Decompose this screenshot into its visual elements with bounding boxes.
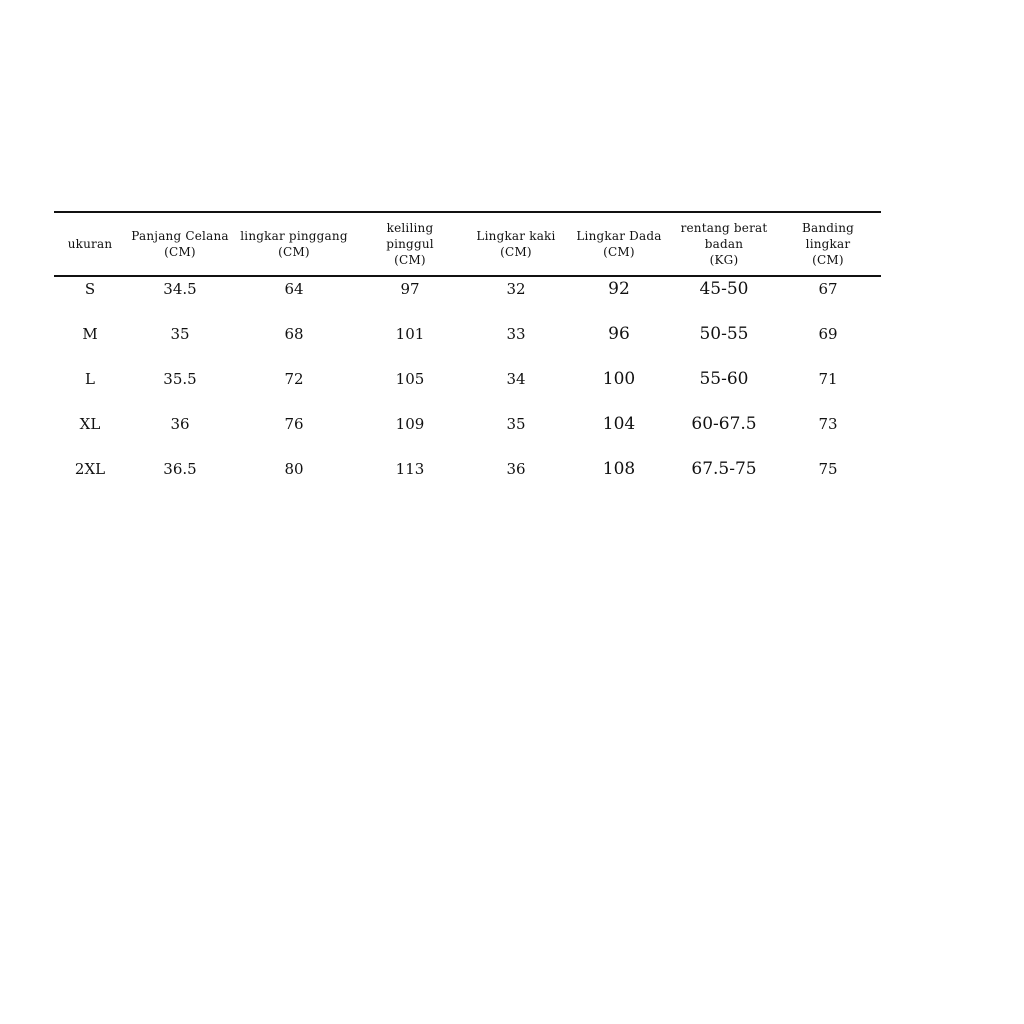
header-chest-line: Lingkar Dada bbox=[576, 229, 662, 243]
header-hip-line: (CM) bbox=[394, 253, 426, 267]
cell-chest: 104 bbox=[602, 414, 636, 434]
cell-waist: 80 bbox=[284, 460, 304, 478]
header-waist-line: lingkar pinggang bbox=[240, 229, 348, 243]
cell-waist: 68 bbox=[284, 325, 304, 343]
header-weight-range-line: badan bbox=[704, 237, 744, 251]
header-pants-length bbox=[131, 228, 228, 260]
header-pants-length-line: Panjang Celana bbox=[131, 229, 229, 243]
cell-chest: 96 bbox=[608, 324, 630, 344]
cell-waist: 76 bbox=[284, 415, 304, 433]
cell-size: 2XL bbox=[74, 460, 106, 478]
cell-band: 67 bbox=[818, 280, 838, 298]
header-hip bbox=[386, 220, 434, 268]
cell-weight-range: 60-67.5 bbox=[691, 414, 757, 434]
header-weight-range-line: (KG) bbox=[709, 253, 739, 267]
cell-weight-range: 67.5-75 bbox=[691, 459, 757, 479]
cell-hip: 101 bbox=[395, 325, 425, 343]
cell-chest: 100 bbox=[602, 369, 636, 389]
cell-band: 75 bbox=[818, 460, 838, 478]
header-chest-line: (CM) bbox=[603, 245, 635, 259]
header-hip-line: keliling bbox=[386, 221, 434, 235]
cell-size: S bbox=[84, 280, 96, 298]
cell-weight-range: 45-50 bbox=[699, 279, 749, 299]
cell-hip: 97 bbox=[400, 280, 420, 298]
cell-waist: 72 bbox=[284, 370, 304, 388]
header-size-line: ukuran bbox=[67, 237, 113, 251]
header-hip-line: pinggul bbox=[386, 237, 434, 251]
header-leg-opening-line: (CM) bbox=[500, 245, 532, 259]
cell-band: 71 bbox=[818, 370, 838, 388]
header-weight-range bbox=[681, 220, 768, 268]
header-band bbox=[802, 220, 854, 268]
cell-chest: 108 bbox=[602, 459, 636, 479]
cell-band: 73 bbox=[818, 415, 838, 433]
cell-hip: 113 bbox=[395, 460, 425, 478]
cell-size: L bbox=[85, 370, 95, 388]
header-waist-line: (CM) bbox=[278, 245, 310, 259]
cell-pants-length: 36.5 bbox=[163, 460, 197, 478]
header-leg-opening bbox=[476, 228, 555, 260]
cell-weight-range: 50-55 bbox=[699, 324, 749, 344]
header-band-line: lingkar bbox=[805, 237, 851, 251]
cell-chest: 92 bbox=[608, 279, 630, 299]
cell-weight-range: 55-60 bbox=[699, 369, 749, 389]
header-size bbox=[68, 236, 113, 252]
header-band-line: (CM) bbox=[812, 253, 844, 267]
cell-leg-opening: 36 bbox=[506, 460, 526, 478]
cell-pants-length: 35.5 bbox=[163, 370, 197, 388]
cell-band: 69 bbox=[818, 325, 838, 343]
header-waist bbox=[240, 228, 347, 260]
header-band-line: Banding bbox=[801, 221, 855, 235]
header-weight-range-line: rentang berat bbox=[680, 221, 768, 235]
header-leg-opening-line: Lingkar kaki bbox=[476, 229, 556, 243]
cell-size: XL bbox=[79, 415, 101, 433]
table-header-rule bbox=[54, 275, 881, 277]
cell-hip: 105 bbox=[395, 370, 425, 388]
cell-pants-length: 36 bbox=[170, 415, 190, 433]
cell-leg-opening: 33 bbox=[506, 325, 526, 343]
cell-size: M bbox=[82, 325, 98, 343]
table-top-rule bbox=[54, 211, 881, 213]
cell-pants-length: 35 bbox=[170, 325, 190, 343]
cell-pants-length: 34.5 bbox=[163, 280, 197, 298]
cell-hip: 109 bbox=[395, 415, 425, 433]
cell-leg-opening: 34 bbox=[506, 370, 526, 388]
cell-waist: 64 bbox=[284, 280, 304, 298]
cell-leg-opening: 35 bbox=[506, 415, 526, 433]
header-pants-length-line: (CM) bbox=[164, 245, 196, 259]
cell-leg-opening: 32 bbox=[506, 280, 526, 298]
header-chest bbox=[576, 228, 661, 260]
